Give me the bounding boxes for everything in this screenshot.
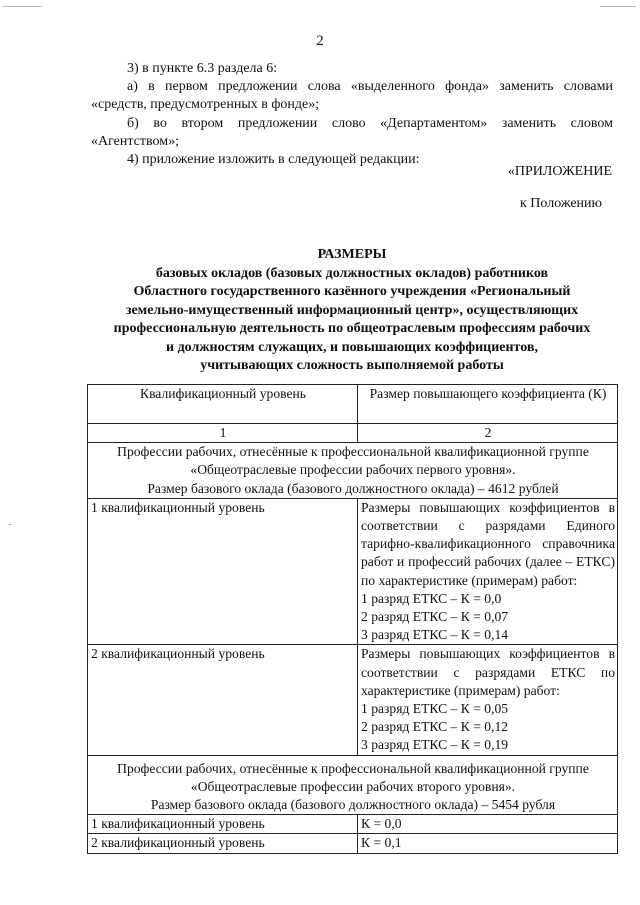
group-header-row <box>88 443 618 499</box>
scan-edge-right <box>600 6 636 7</box>
coefficient-item: 3 разряд ЕТКС – К = 0,14 <box>361 627 509 643</box>
heading-line: базовых окладов (базовых должностных окладов) работников <box>155 265 549 281</box>
coefficient-item: 3 разряд ЕТКС – К = 0,19 <box>361 737 509 753</box>
group-salary: Размер базового оклада (базового должностного оклада) – 4612 рублей <box>147 480 559 496</box>
group-header-row <box>88 755 618 815</box>
qualification-level: 2 квалификационный уровень <box>88 645 358 755</box>
page-number: 2 <box>316 33 324 49</box>
coefficient-item: 2 разряд ЕТКС – К = 0,12 <box>361 719 509 735</box>
qualification-level: 2 квалификационный уровень <box>88 834 358 853</box>
coefficient-item: 2 разряд ЕТКС – К = 0,07 <box>361 609 509 625</box>
heading-line: и должностям служащих, и повышающих коэффициентов, <box>166 339 538 355</box>
coefficient-item: 1 разряд ЕТКС – К = 0,0 <box>361 590 502 606</box>
heading-title: РАЗМЕРЫ <box>317 247 387 262</box>
qualification-level: 1 квалификационный уровень <box>88 815 358 834</box>
scan-artifact: - <box>8 519 12 530</box>
coefficient-description: Размеры повышающих коэффициентов в соответствии с разрядами Единого тарифно-квалификационного справочника работ и профессий рабочих (далее – ЕТКС) по характеристике (примерам) работ: <box>361 499 615 588</box>
col2-number: 2 <box>358 424 618 443</box>
heading-line: земельно-имущественный информационный центр», осуществляющих <box>125 302 579 318</box>
qualification-level: 1 квалификационный уровень <box>88 498 358 645</box>
table-header-row <box>88 385 618 424</box>
table-row <box>88 645 618 755</box>
heading-line: профессиональную деятельность по общеотраслевым профессиям рабочих <box>113 321 591 336</box>
table-row <box>88 498 618 645</box>
amendment-item-3: 3) в пункте 6.3 раздела 6: <box>127 61 278 76</box>
coefficient-description: Размеры повышающих коэффициентов в соответствии с разрядами ЕТКС по характеристике (примерам) работ: <box>361 646 615 698</box>
col1-number: 1 <box>88 424 358 443</box>
table-number-row <box>88 424 618 443</box>
table-row <box>88 834 618 853</box>
coefficient-value: К = 0,0 <box>358 815 618 834</box>
heading-line: учитывающих сложность выполняемой работы <box>200 358 504 373</box>
col2-header: Размер повышающего коэффициента (К) <box>358 385 618 424</box>
scan-edge-left <box>2 6 42 7</box>
coefficient-cell <box>358 645 618 755</box>
amendment-item-3b: б) во втором предложении слово «Департаментом» заменить словом «Агентством»; <box>91 116 613 150</box>
group-title: Профессии рабочих, отнесённые к профессиональной квалификационной группе «Общеотраслевые профессии рабочих второго уровня». <box>117 760 589 794</box>
heading-line: Областного государственного казённого учреждения «Региональный <box>133 284 571 299</box>
coefficient-cell <box>358 498 618 645</box>
amendment-item-3a: а) в первом предложении слова «выделенного фонда» заменить словами «средств, предусмотренных в фонде»; <box>91 79 613 113</box>
group-header <box>88 443 618 499</box>
appendix-to: к Положению <box>519 196 602 211</box>
appendix-label: «ПРИЛОЖЕНИЕ <box>507 164 612 179</box>
heading-block <box>84 246 620 376</box>
group-title: Профессии рабочих, отнесённые к профессиональной квалификационной группе «Общеотраслевые профессии рабочих первого уровня». <box>117 444 589 478</box>
coefficient-item: 1 разряд ЕТКС – К = 0,05 <box>361 701 509 717</box>
amendment-item-4: 4) приложение изложить в следующей редакции: <box>127 152 420 167</box>
salary-table <box>87 384 618 854</box>
col1-header: Квалификационный уровень <box>88 385 358 424</box>
coefficient-value: К = 0,1 <box>358 834 618 853</box>
group-salary: Размер базового оклада (базового должностного оклада) – 5454 рубля <box>150 797 556 813</box>
table-row <box>88 815 618 834</box>
group-header <box>88 755 618 815</box>
